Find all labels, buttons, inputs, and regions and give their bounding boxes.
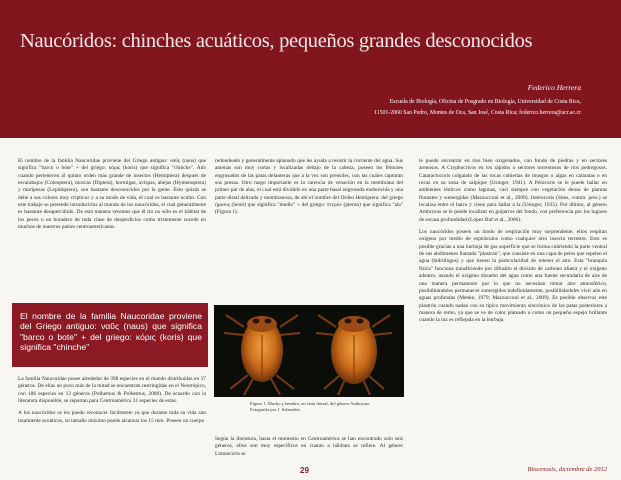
article-title: Naucóridos: chinches acuáticos, pequeños grandes desconocidos xyxy=(20,30,533,52)
paragraph: le puede encontrar en ríos bien oxigenados, con fondo de piedras y en sectores arenosos. A Cryphocricos en los rápidos o sectores torrentosos de ríos pedregosos. Cataractocoris colgando de las rocas cubiertas de musgos o algas en cataratas o en rocas en su zona de salpique (Usinger, 1941). A Pelocoris se le puede hallar en ambientes lénticos como lagunas, casi siempre con vegetación densa de plantas flotantes y sumergidas (Mazzucconi et al., 2009). Interocoris (Sites, comm. pers.) se localiza entre el barro y cieno para hallar a la (Usinger, 1935). Por último, al género Ambrysus se le puede localizar en guijarros del fondo, con preferencia por los lugares de escasa profundidad (López Ruf et al., 2006). xyxy=(419,158,607,223)
text-column-2 xyxy=(215,158,403,222)
pull-quote: El nombre de la familia Naucoridae proviene del Griego antiguo: ναῦς (naus) que significa "barco o bote" + del griego: κόρις (koris) que significa "chinche" xyxy=(12,303,208,367)
text-column-1 xyxy=(18,158,206,236)
paragraph: El nombre de la familia Naucoridae proviene del Griego antiguo: ναῦς (naus) que significa "barco o bote" + del griego: κόρις (koris) que significa "chinche". Aún cuando pertenecen al quinto orden más grande de insectos (Hemiptera) después de escarabajos (Coleoptera), moscas (Diptera), hormigas, avispas, abejas (Hymenoptera) y mariposas (Lepidoptera), son bastante desconocidos por la gente. Esto quizás se debe a sus colores muy crípticos y a su modo de vida, el cual es bastante oculto. Con este trabajo se pretende introducirlos al mundo de los naucóridos, el cual generalmente es bastante desapercibido. De esta manera veremos que él rio no sólo es el hábitat de los peces o un botadero de toda clase de desperdicios como tristemente sucede en muchos de nuestros países centroamericanos. xyxy=(18,158,206,231)
water-bug-illustration xyxy=(214,305,404,397)
page-number: 29 xyxy=(300,466,309,475)
author-affiliation-line-2: 11501-2060 San Pedro, Montes de Oca, San José, Costa Rica; federico.herrera@ucr.ac.cr xyxy=(374,110,581,116)
article-header xyxy=(0,0,621,138)
paragraph: A los naucóridos se les puede reconocer fácilmente ya que durante toda su vida son totalmente acuáticos, su tamaño máximo puede alcanzar los 15 mm. Poseen un cuerpo xyxy=(18,410,206,424)
text-column-1-continued xyxy=(18,376,206,430)
issue-label: Biocenosis, diciembre de 2012 xyxy=(527,466,607,473)
paragraph: redondeado y generalmente aplanado que les ayuda a resistir la corriente del agua. Sus antenas son muy cortas y localizadas debajo de la cabeza, poseen los fémures engrosados de las patas delanteras que a la vez son prensiles, con las cuales capturan sus presas. Otro rasgo importante es la carencia de venación en la membrana del primer par de alas, el cual está dividido en una parte basal engrosada endurecida y una parte distal delicada y membranosa, de ahí el nombre del Orden Hemiptera: del griego ήμισυς (hemi) que significa "medio" + del griego: πτερόν (pteron) que significa "ala" (Figura 1). xyxy=(215,158,403,216)
paragraph: La familia Naucoridae posee alrededor de 398 especies en el mundo distribuidas en 37 géneros. De ellas un poco más de la mitad se encuentran restringidas en el Neotrópico, con 186 especies en 13 géneros (Polhemus & Polhemus, 2008). De acuerdo con la literatura disponible, se reportan para Centroamérica 31 especies de estas. xyxy=(18,376,206,405)
paragraph: Según la literatura, hasta el momento en Centroamérica se han encontrado solo seis géneros, ellos son muy específicos en cuanto a hábitats se refiere. Al género Limnocoris se xyxy=(215,436,403,457)
text-column-2-continued xyxy=(215,436,403,463)
text-column-3 xyxy=(419,158,607,330)
author-affiliation-line-1: Escuela de Biología, Oficina de Posgrado en Biología, Universidad de Costa Rica, xyxy=(389,99,581,105)
author-name: Federico Herrera xyxy=(527,83,581,92)
figure-caption: Figura 1. Macho y hembra, en vista dorsal, del género Ambrysus. Fotografía por J. Schneider xyxy=(250,401,371,412)
paragraph: Los naucóridos poseen un modo de respiración muy sorprendente, ellos respiran oxígeno por medio de espiráculos como cualquier otro insecto terrestre. Esto es posible gracias a una burbuja de gas superficie que se forma cubriendo la parte ventral de sus abdómenes llamada "plastrón", que consiste en una capa de pelos que repelen el agua (hidrófugos) y que tienen la particularidad de retener el aire. Esta "branquia física" funciona transfiriendo por difusión el dióxido de carbono afuera y el oxígeno adentro, usando el oxígeno disuelto del agua como una fuente secundaria de aire de una manera permanente por lo que no necesitan tomar aire atmosférico, posibilitándoles permanecer sumergidos indefinidamente, posibilitándoles vivir aún en aguas profundas (Menke, 1979; Mazzucconi et al., 2009). Es posible observar este plastrón cuando nadan con su típico movimiento sincrónico de las patas posteriores a manera de remo, ya que se ve de color plateado o como un pequeño espejo brillante cuando la luz es reflejada en la burbuja. xyxy=(419,229,607,324)
insect-photo xyxy=(214,305,404,397)
